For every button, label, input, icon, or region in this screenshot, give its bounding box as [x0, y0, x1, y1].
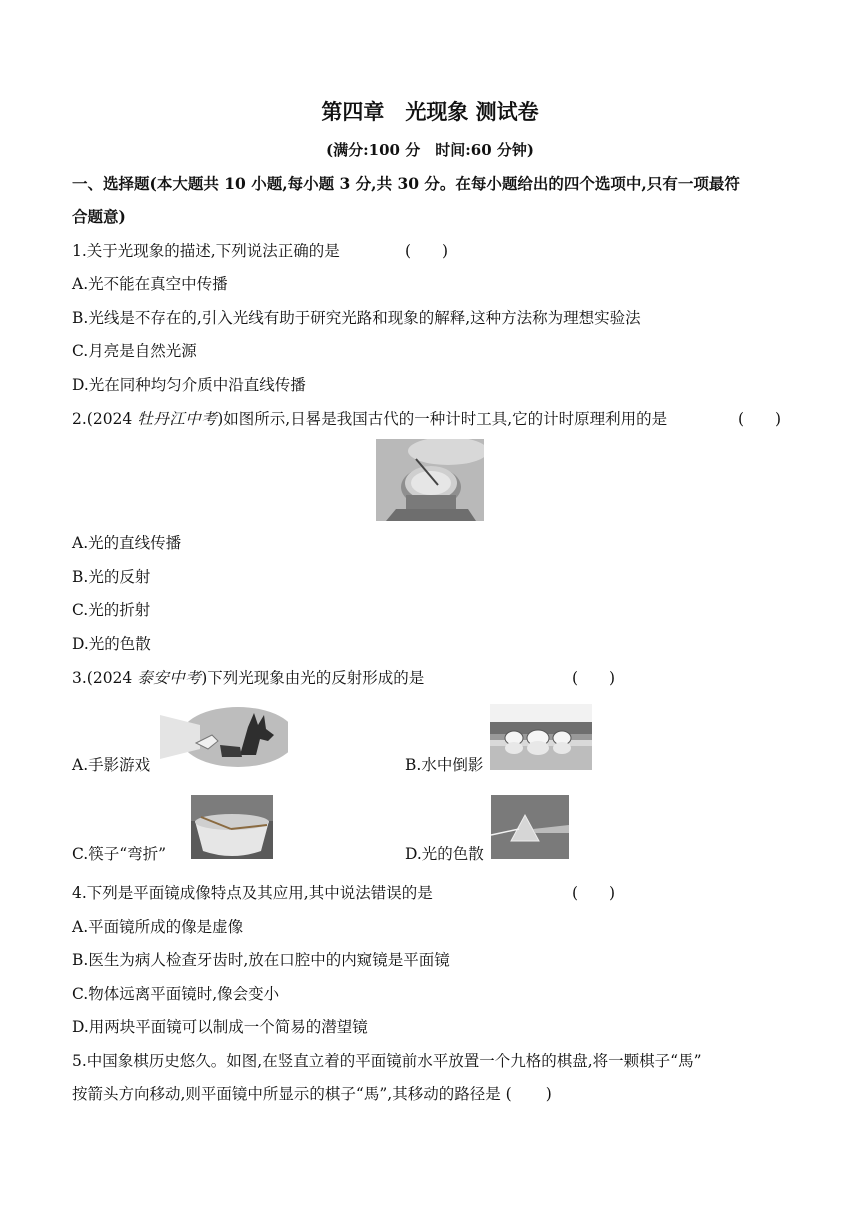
q5-stem-line2-text: 按箭头方向移动,则平面镜中所显示的棋子“馬”,其移动的路径是 (: [72, 1085, 512, 1103]
q3-option-a: A.手影游戏: [72, 756, 151, 774]
q1-option-b: B.光线是不存在的,引入光线有助于研究光路和现象的解释,这种方法称为理想实验法: [72, 309, 641, 327]
q3-number: 3.(2024: [72, 669, 138, 687]
q2-option-a: A.光的直线传播: [72, 534, 182, 552]
q2-option-b: B.光的反射: [72, 568, 151, 586]
q1-option-c: C.月亮是自然光源: [72, 342, 197, 360]
q3-option-b: B.水中倒影: [405, 756, 484, 774]
q2-answer-blank: ( ): [738, 410, 782, 428]
q4-stem: 4.下列是平面镜成像特点及其应用,其中说法错误的是: [72, 884, 433, 902]
section-heading-line2: 合题意): [72, 207, 126, 226]
q2-stem: [72, 409, 667, 429]
q3-stem-text: )下列光现象由光的反射形成的是: [201, 669, 425, 687]
reflection-bridge-image: [490, 704, 592, 770]
q3-stem: [72, 668, 424, 688]
q2-stem-text: )如图所示,日晷是我国古代的一种计时工具,它的计时原理利用的是: [217, 410, 668, 428]
sundial-image: [376, 439, 484, 521]
q5-stem-line2: 按箭头方向移动,则平面镜中所显示的棋子“馬”,其移动的路径是 ( ): [72, 1085, 552, 1103]
page-subtitle: (满分:100 分 时间:60 分钟): [326, 141, 534, 159]
hand-shadow-image: [160, 705, 288, 769]
q3-option-c: C.筷子“弯折”: [72, 845, 167, 863]
page-title: 第四章 光现象 测试卷: [321, 100, 539, 124]
section-heading-line1: 一、选择题(本大题共 10 小题,每小题 3 分,共 30 分。在每小题给出的四个选项中,只有一项最符: [72, 174, 740, 193]
q2-number: 2.(2024: [72, 410, 138, 428]
q2-option-c: C.光的折射: [72, 601, 151, 619]
q2-option-d: D.光的色散: [72, 635, 151, 653]
prism-dispersion-image: [491, 795, 569, 859]
q1-option-a: A.光不能在真空中传播: [72, 275, 228, 293]
q4-option-b: B.医生为病人检查牙齿时,放在口腔中的内窥镜是平面镜: [72, 951, 450, 969]
q3-answer-blank: ( ): [572, 669, 616, 687]
q4-option-d: D.用两块平面镜可以制成一个简易的潜望镜: [72, 1018, 368, 1036]
q3-option-d: D.光的色散: [405, 845, 484, 863]
q4-option-c: C.物体远离平面镜时,像会变小: [72, 985, 280, 1003]
chopsticks-bowl-image: [191, 795, 273, 859]
q4-answer-blank: ( ): [572, 884, 616, 902]
q1-answer-blank: ( ): [405, 242, 449, 260]
q3-source: 泰安中考: [137, 669, 202, 687]
q5-stem-line1: 5.中国象棋历史悠久。如图,在竖直立着的平面镜前水平放置一个九格的棋盘,将一颗棋子“馬”: [72, 1052, 702, 1070]
q1-option-d: D.光在同种均匀介质中沿直线传播: [72, 376, 306, 394]
q4-option-a: A.平面镜所成的像是虚像: [72, 918, 244, 936]
q1-stem: 1.关于光现象的描述,下列说法正确的是: [72, 242, 340, 260]
q2-source: 牡丹江中考: [137, 410, 218, 428]
